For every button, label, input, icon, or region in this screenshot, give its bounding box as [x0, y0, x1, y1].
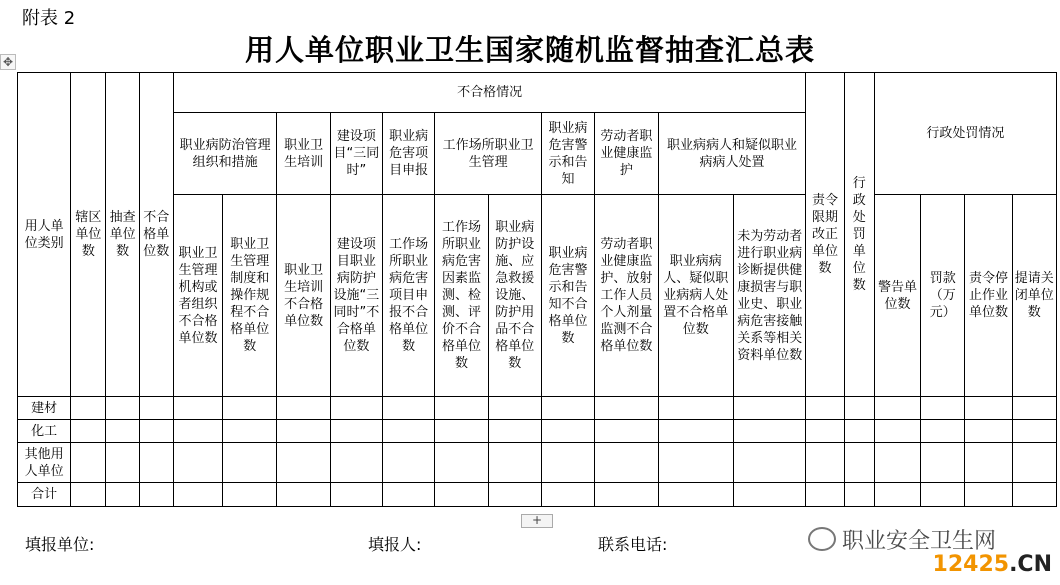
annex-label: 附表 2	[22, 8, 76, 29]
table-cell[interactable]	[71, 397, 106, 420]
summary-table	[17, 72, 1057, 507]
header-noncompliant-units: 不合格单位数	[139, 73, 173, 397]
table-move-handle-icon[interactable]: ✥	[0, 54, 16, 70]
table-cell[interactable]	[223, 420, 277, 443]
table-cell[interactable]	[435, 420, 488, 443]
header-group-warning: 职业病危害警示和告知	[541, 113, 594, 195]
table-cell[interactable]	[541, 443, 594, 483]
table-cell[interactable]	[106, 397, 139, 420]
table-cell[interactable]	[965, 397, 1012, 420]
table-cell[interactable]	[806, 397, 844, 420]
table-cell[interactable]	[541, 483, 594, 507]
header-group-org: 职业病防治管理组织和措施	[173, 113, 277, 195]
header-sub-warning: 职业病危害警示和告知不合格单位数	[541, 195, 594, 397]
table-cell[interactable]	[844, 443, 874, 483]
table-cell[interactable]	[658, 397, 733, 420]
header-closure: 提请关闭单位数	[1012, 195, 1056, 397]
row-label: 其他用人单位	[18, 443, 71, 483]
site-logo-domain: .CN	[1009, 552, 1052, 577]
table-cell[interactable]	[965, 420, 1012, 443]
page-title: 用人单位职业卫生国家随机监督抽查汇总表	[244, 33, 815, 67]
table-cell[interactable]	[541, 397, 594, 420]
table-cell[interactable]	[595, 483, 658, 507]
table-cell[interactable]	[106, 420, 139, 443]
table-cell[interactable]	[1012, 420, 1056, 443]
table-cell[interactable]	[277, 443, 330, 483]
table-cell[interactable]	[330, 420, 382, 443]
table-cell[interactable]	[277, 483, 330, 507]
table-cell[interactable]	[71, 443, 106, 483]
header-sub-three-sim: 建设项目职业病防护设施“三同时”不合格单位数	[330, 195, 382, 397]
table-cell[interactable]	[488, 397, 541, 420]
table-add-row-button[interactable]: +	[521, 514, 553, 528]
table-cell[interactable]	[874, 397, 920, 420]
header-stop-work: 责令停止作业单位数	[965, 195, 1012, 397]
table-cell[interactable]	[541, 420, 594, 443]
table-cell[interactable]	[139, 397, 173, 420]
header-sub-org-2: 职业卫生管理制度和操作规程不合格单位数	[223, 195, 277, 397]
table-cell[interactable]	[223, 397, 277, 420]
header-sub-workplace-2: 职业病防护设施、应急救援设施、防护用品不合格单位数	[488, 195, 541, 397]
row-label: 建材	[18, 397, 71, 420]
table-cell[interactable]	[874, 483, 920, 507]
table-cell[interactable]	[658, 420, 733, 443]
table-cell[interactable]	[806, 483, 844, 507]
table-cell[interactable]	[806, 443, 844, 483]
header-group-patient: 职业病病人和疑似职业病病人处置	[658, 113, 806, 195]
header-category: 用人单位类别	[18, 73, 71, 397]
watermark	[808, 524, 996, 555]
header-sub-org-1: 职业卫生管理机构或者组织不合格单位数	[173, 195, 222, 397]
table-cell[interactable]	[106, 443, 139, 483]
header-sub-training: 职业卫生培训不合格单位数	[277, 195, 330, 397]
table-cell[interactable]	[435, 483, 488, 507]
header-district-units: 辖区单位数	[71, 73, 106, 397]
table-cell[interactable]	[139, 443, 173, 483]
header-penalized: 行政处罚单位数	[844, 73, 874, 397]
table-cell[interactable]	[658, 483, 733, 507]
table-cell[interactable]	[488, 483, 541, 507]
row-label: 合计	[18, 483, 71, 507]
header-admin-penalty: 行政处罚情况	[874, 73, 1056, 195]
header-group-monitor: 劳动者职业健康监护	[595, 113, 658, 195]
header-noncompliance: 不合格情况	[173, 73, 806, 113]
header-group-declaration: 职业病危害项目申报	[383, 113, 435, 195]
table-cell[interactable]	[277, 420, 330, 443]
header-sub-declaration: 工作场所职业病危害项目申报不合格单位数	[383, 195, 435, 397]
table-cell[interactable]	[733, 397, 805, 420]
table-body	[18, 397, 1057, 507]
footer-unit-label: 填报单位:	[25, 535, 95, 554]
table-cell[interactable]	[173, 420, 222, 443]
table-cell[interactable]	[71, 420, 106, 443]
table-cell[interactable]	[435, 397, 488, 420]
header-warning-units: 警告单位数	[874, 195, 920, 397]
table-cell[interactable]	[658, 443, 733, 483]
table-cell[interactable]	[330, 483, 382, 507]
header-sub-patient-1: 职业病病人、疑似职业病病人处置不合格单位数	[658, 195, 733, 397]
table-row	[18, 420, 1057, 443]
table-cell[interactable]	[595, 420, 658, 443]
watermark-text: 职业安全卫生网	[842, 529, 997, 554]
table-cell[interactable]	[383, 420, 435, 443]
table-cell[interactable]	[139, 420, 173, 443]
header-fine: 罚款（万元）	[921, 195, 965, 397]
table-cell[interactable]	[733, 483, 805, 507]
header-group-workplace: 工作场所职业卫生管理	[435, 113, 542, 195]
table-cell[interactable]	[488, 420, 541, 443]
table-cell[interactable]	[844, 483, 874, 507]
table-row	[18, 397, 1057, 420]
table-cell[interactable]	[595, 443, 658, 483]
table-cell[interactable]	[330, 443, 382, 483]
table-cell[interactable]	[1012, 397, 1056, 420]
table-cell[interactable]	[173, 443, 222, 483]
row-label: 化工	[18, 420, 71, 443]
table-cell[interactable]	[806, 420, 844, 443]
table-cell[interactable]	[921, 483, 965, 507]
site-logo-digits: 12425	[932, 552, 1010, 577]
site-logo	[933, 552, 1052, 577]
table-cell[interactable]	[173, 483, 222, 507]
table-row	[18, 483, 1057, 507]
header-sub-patient-2: 未为劳动者进行职业病诊断提供健康损害与职业史、职业病危害接触关系等相关资料单位数	[733, 195, 805, 397]
table-cell[interactable]	[173, 397, 222, 420]
table-cell[interactable]	[733, 443, 805, 483]
table-cell[interactable]	[139, 483, 173, 507]
table-cell[interactable]	[921, 420, 965, 443]
table-cell[interactable]	[1012, 443, 1056, 483]
table-cell[interactable]	[71, 483, 106, 507]
table-cell[interactable]	[223, 443, 277, 483]
table-cell[interactable]	[383, 397, 435, 420]
header-inspected-units: 抽查单位数	[106, 73, 139, 397]
header-sub-workplace-1: 工作场所职业病危害因素监测、检测、评价不合格单位数	[435, 195, 488, 397]
header-sub-monitor: 劳动者职业健康监护、放射工作人员个人剂量监测不合格单位数	[595, 195, 658, 397]
table-cell[interactable]	[874, 420, 920, 443]
table-cell[interactable]	[965, 443, 1012, 483]
table-cell[interactable]	[383, 443, 435, 483]
table-cell[interactable]	[965, 483, 1012, 507]
wechat-icon	[808, 527, 836, 551]
header-group-training: 职业卫生培训	[277, 113, 330, 195]
table-cell[interactable]	[595, 397, 658, 420]
table-cell[interactable]	[921, 397, 965, 420]
footer-person-label: 填报人:	[368, 535, 422, 554]
table-cell[interactable]	[106, 483, 139, 507]
table-cell[interactable]	[874, 443, 920, 483]
table-cell[interactable]	[733, 420, 805, 443]
table-cell[interactable]	[383, 483, 435, 507]
header-group-three-sim: 建设项目“三同时”	[330, 113, 382, 195]
table-row	[18, 443, 1057, 483]
table-cell[interactable]	[223, 483, 277, 507]
table-cell[interactable]	[921, 443, 965, 483]
table-cell[interactable]	[844, 420, 874, 443]
table-cell[interactable]	[277, 397, 330, 420]
table-cell[interactable]	[844, 397, 874, 420]
header-rectify: 责令限期改正单位数	[806, 73, 844, 397]
table-cell[interactable]	[1012, 483, 1056, 507]
table-cell[interactable]	[330, 397, 382, 420]
table-cell[interactable]	[488, 443, 541, 483]
table-cell[interactable]	[435, 443, 488, 483]
footer-phone-label: 联系电话:	[598, 535, 668, 554]
